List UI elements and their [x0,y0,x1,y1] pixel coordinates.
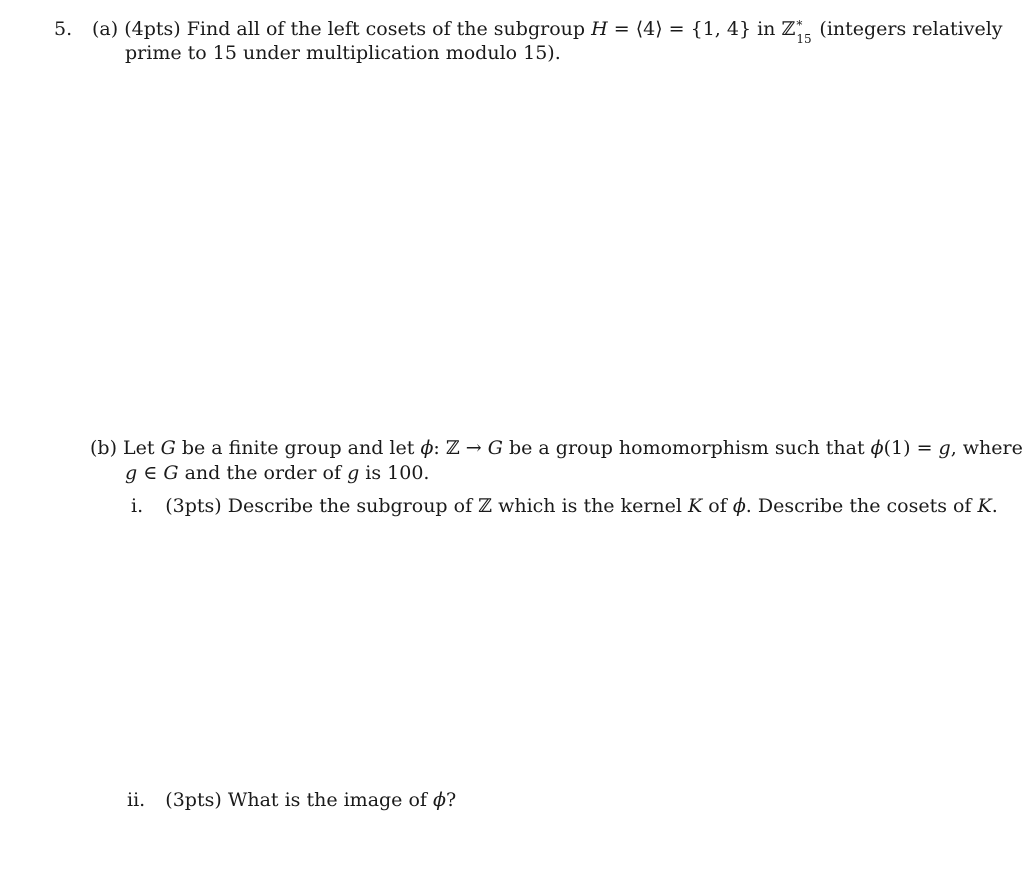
element-symbol-g: g [938,437,951,459]
part-b-text: Let [123,437,155,459]
phi-symbol: ϕ [433,789,446,811]
phi-symbol: ϕ [870,437,884,459]
map-notation: : ℤ → [433,437,482,459]
equals-sign: = [668,18,685,40]
integers-symbol: ℤ [781,18,796,40]
part-b-line-1 [90,437,1023,459]
part-b-text: be a finite group and let [181,437,415,459]
part-a-label: (a) [92,18,119,40]
sub-i-text: Describe the subgroup of [227,495,473,517]
equals-sign: = [613,18,630,40]
integers-symbol: ℤ [478,495,493,517]
subgroup-set: {1, 4} [690,18,752,40]
element-of-symbol: ∈ [143,462,158,484]
part-b-ii-line [127,789,456,811]
part-a-line-1 [92,18,1003,46]
sub-ii-label: ii. [127,789,146,811]
part-b-text: , where [950,437,1023,459]
sub-i-text: . [991,495,998,517]
group-superscript: * [796,18,803,32]
kernel-symbol-k: K [688,495,703,517]
part-a-text-tail: (integers relatively [819,18,1003,40]
sub-i-text: . Describe the cosets of [745,495,972,517]
subgroup-symbol-h: H [591,18,608,40]
sub-ii-text: What is the image of [227,789,427,811]
element-symbol-g: g [125,462,138,484]
sub-i-text: of [708,495,727,517]
sub-ii-text: ? [445,789,457,811]
group-symbol-g: G [160,437,176,459]
part-b-text: be a group homomorphism such that [508,437,865,459]
group-subscript: 15 [796,32,812,46]
group-z15 [781,18,813,46]
part-b-text: and the order of [184,462,342,484]
phi-symbol: ϕ [732,495,746,517]
group-symbol-g: G [163,462,179,484]
group-symbol-g: G [487,437,503,459]
part-a-points: (4pts) [124,18,181,40]
part-b-text: is 100. [365,462,430,484]
part-b-line-2 [125,462,429,484]
element-symbol-g: g [347,462,360,484]
sub-ii-points: (3pts) [165,789,222,811]
in-word: in [757,18,776,40]
generated-subgroup: ⟨4⟩ [635,18,663,40]
problem-number: 5. [54,18,73,40]
part-a-line-2: prime to 15 under multiplication modulo 15). [125,42,561,64]
sub-i-points: (3pts) [165,495,222,517]
phi-symbol: ϕ [420,437,434,459]
sub-i-text: which is the kernel [498,495,682,517]
kernel-symbol-k: K [977,495,992,517]
phi-argument: (1) = [883,437,933,459]
part-a-text: Find all of the left cosets of the subgroup [186,18,586,40]
sub-i-label: i. [131,495,144,517]
part-b-label: (b) [90,437,117,459]
part-b-i-line [131,495,998,517]
